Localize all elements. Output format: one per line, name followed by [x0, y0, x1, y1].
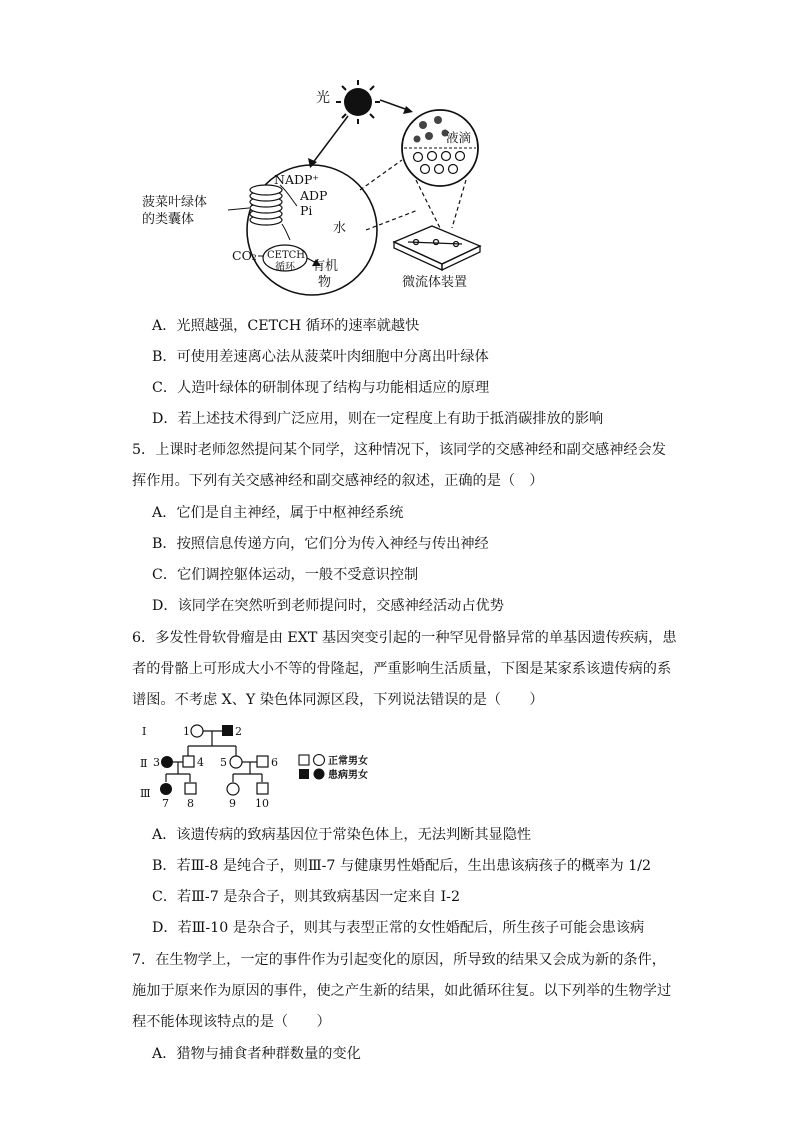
individual-II-3 [161, 756, 173, 768]
spinach-label-1: 菠菜叶绿体 [142, 195, 208, 210]
organic-label-1: 有机 [312, 259, 339, 274]
q7-stem-1: 7．在生物学上，一定的事件作为引起变化的原因，所导致的结果又会成为新的条件， [132, 952, 666, 968]
sun-icon [336, 80, 380, 124]
pi-label: Pi [300, 203, 313, 218]
q5-stem-2: 挥作用。下列有关交感神经和副交感神经的叙述，正确的是（ ） [132, 473, 544, 489]
individual-III-7 [160, 783, 172, 795]
spinach-label-2: 的类囊体 [142, 212, 195, 227]
organic-label-2: 物 [318, 275, 332, 290]
label-I-2: 2 [235, 725, 242, 738]
legend-affected: 患病男女 [328, 770, 368, 781]
q5-stem-1: 5．上课时老师忽然提问某个同学，这种情况下，该同学的交感神经和副交感神经会发 [132, 442, 666, 458]
label-II-4: 4 [197, 756, 204, 769]
q6-stem-1: 6．多发性骨软骨瘤是由 EXT 基因突变引起的一种罕见骨骼异常的单基因遗传疾病，患 [132, 630, 677, 646]
gen-II-label: Ⅱ [140, 757, 148, 770]
pedigree-legend [299, 754, 368, 781]
label-III-8: 8 [187, 797, 194, 810]
droplet-label: 液滴 [446, 130, 472, 145]
light-label: 光 [316, 90, 330, 106]
label-III-9: 9 [229, 797, 236, 810]
q5-option-a: A．它们是自主神经，属于中枢神经系统 [152, 505, 404, 521]
q4-option-c: C．人造叶绿体的研制体现了结构与功能相适应的原理 [152, 380, 490, 396]
microfluidic-device [394, 226, 480, 270]
q6-option-a: A．该遗传病的致病基因位于常染色体上，无法判断其显隐性 [152, 827, 532, 843]
q4-option-d: D．若上述技术得到广泛应用，则在一定程度上有助于抵消碳排放的影响 [152, 411, 604, 427]
label-III-10: 10 [255, 797, 269, 810]
q6-option-c: C．若Ⅲ-7 是杂合子，则其致病基因一定来自 I-2 [152, 889, 460, 905]
water-label: 水 [333, 221, 347, 236]
individual-II-5 [230, 756, 242, 768]
label-III-7: 7 [162, 797, 169, 810]
gen-I-label: Ⅰ [142, 725, 147, 738]
adp-label: ADP [300, 188, 328, 203]
pedigree-chart [138, 718, 378, 810]
q5-option-d: D．该同学在突然听到老师提问时，交感神经活动占优势 [152, 598, 504, 614]
label-II-6: 6 [271, 756, 278, 769]
cetch-label-1: CETCH [267, 250, 305, 261]
individual-III-9 [227, 783, 239, 795]
q6-stem-2: 者的骨骼上可形成大小不等的骨隆起，严重影响生活质量，下图是某家系该遗传病的系 [132, 661, 672, 677]
gen-III-label: Ⅲ [140, 787, 151, 800]
artificial-chloroplast-diagram [140, 80, 490, 300]
q4-option-a: A．光照越强，CETCH 循环的速率就越快 [152, 318, 420, 334]
q7-option-a: A．猎物与捕食者种群数量的变化 [152, 1046, 361, 1062]
device-label: 微流体装置 [402, 275, 468, 290]
cetch-label-2: 循环 [275, 262, 295, 273]
q6-option-b: B．若Ⅲ-8 是纯合子，则Ⅲ-7 与健康男性婚配后，生出患该病孩子的概率为 1/2 [152, 858, 652, 874]
q5-option-c: C．它们调控躯体运动，一般不受意识控制 [152, 567, 419, 583]
label-II-3: 3 [153, 756, 160, 769]
legend-normal: 正常男女 [328, 756, 368, 767]
co2-label: CO₂ [232, 248, 257, 263]
individual-II-6 [257, 756, 268, 767]
q6-option-d: D．若Ⅲ-10 是杂合子，则其与表型正常的女性婚配后，所生孩子可能会患该病 [152, 920, 645, 936]
individual-III-10 [257, 783, 268, 794]
q6-stem-3: 谱图。不考虑 X、Y 染色体同源区段，下列说法错误的是（ ） [132, 692, 544, 708]
label-II-5: 5 [220, 756, 227, 769]
q7-stem-2: 施加于原来作为原因的事件，使之产生新的结果，如此循环往复。以下列举的生物学过 [132, 983, 672, 999]
individual-I-2 [222, 725, 233, 736]
individual-I-1 [191, 725, 203, 737]
q4-option-b: B．可使用差速离心法从菠菜叶肉细胞中分离出叶绿体 [152, 349, 489, 365]
thylakoid-stack [250, 185, 282, 225]
individual-II-4 [183, 756, 194, 767]
label-I-1: 1 [183, 725, 190, 738]
individual-III-8 [185, 783, 196, 794]
q7-stem-3: 程不能体现该特点的是（ ） [132, 1014, 331, 1030]
nadp-label: NADP⁺ [274, 172, 319, 187]
q5-option-b: B．按照信息传递方向，它们分为传入神经与传出神经 [152, 536, 489, 552]
